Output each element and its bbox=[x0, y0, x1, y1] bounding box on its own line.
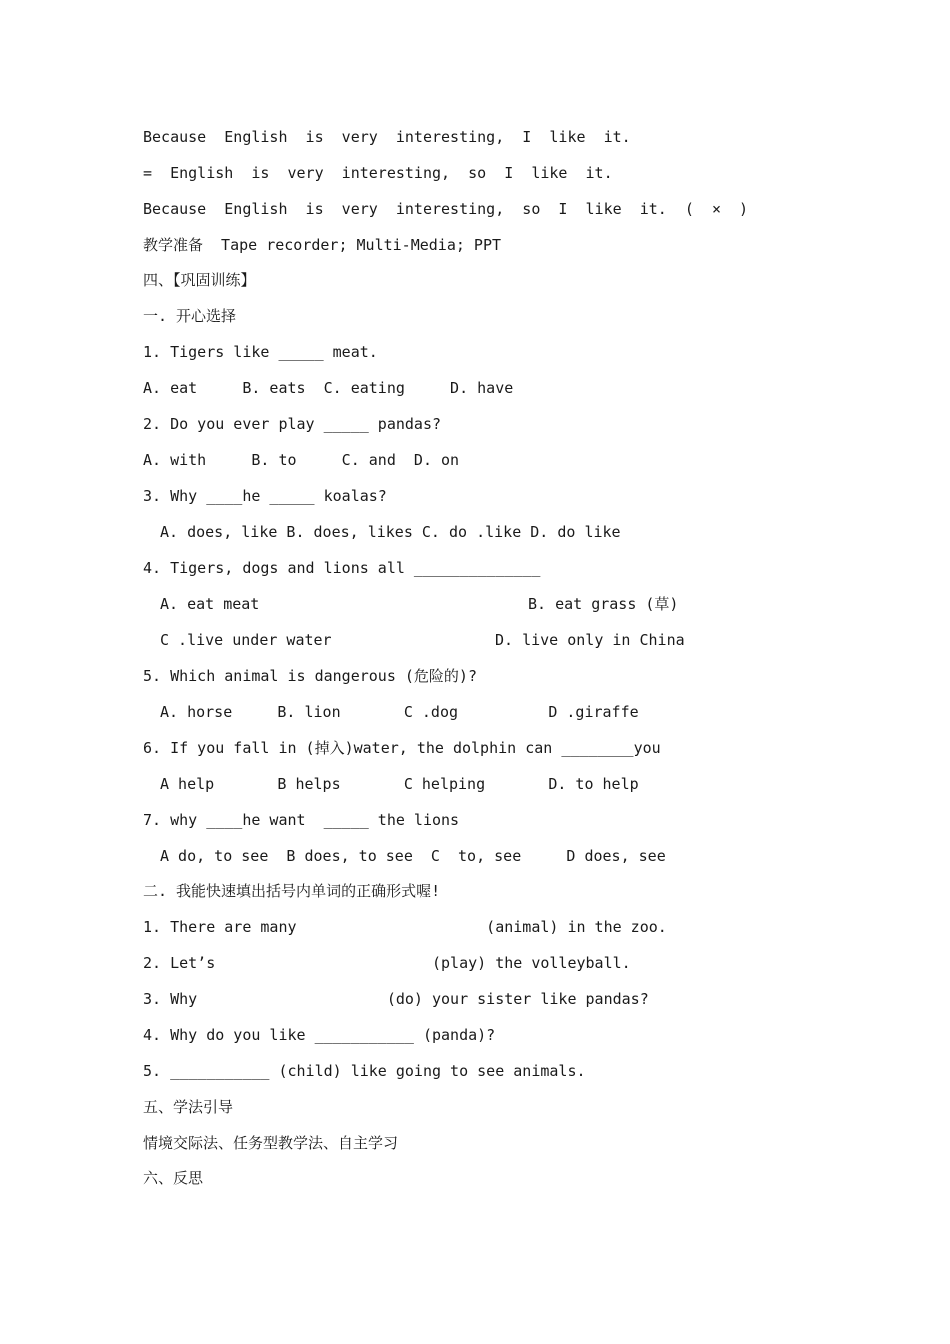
fill-blank-line: 2. Let’s (play) the volleyball. bbox=[143, 954, 631, 972]
fill-blank-line: 1. There are many (animal) in the zoo. bbox=[143, 918, 667, 936]
options-line: A. horse B. lion C .dog D .giraffe bbox=[160, 703, 639, 721]
question-line: 4. Tigers, dogs and lions all ______________ bbox=[143, 559, 541, 577]
section-heading: 四、【巩固训练】 bbox=[143, 271, 256, 289]
option-c: C .live under water bbox=[160, 631, 332, 649]
fill-blank-line: 4. Why do you like ___________ (panda)? bbox=[143, 1026, 496, 1044]
section-heading: 六、反思 bbox=[143, 1169, 204, 1187]
subsection-heading: 一. 开心选择 bbox=[143, 307, 237, 325]
section-heading: 五、学法引导 bbox=[143, 1098, 234, 1116]
options-line: A do, to see B does, to see C to, see D does, see bbox=[160, 847, 666, 865]
option-a: A. eat meat bbox=[160, 595, 260, 613]
option-b: B. eat grass (草) bbox=[528, 595, 679, 613]
text-line: Because English is very interesting, I like it. bbox=[143, 128, 631, 146]
question-line: 3. Why ____he _____ koalas? bbox=[143, 487, 387, 505]
subsection-heading: 二. 我能快速填出括号内单词的正确形式喔! bbox=[143, 882, 441, 900]
options-line: A. with B. to C. and D. on bbox=[143, 451, 460, 469]
fill-blank-line: 3. Why (do) your sister like pandas? bbox=[143, 990, 649, 1008]
question-line: 5. Which animal is dangerous (危险的)? bbox=[143, 667, 477, 685]
options-line: A. eat B. eats C. eating D. have bbox=[143, 379, 514, 397]
text-line: 教学准备 Tape recorder; Multi-Media; PPT bbox=[143, 236, 502, 254]
question-line: 2. Do you ever play _____ pandas? bbox=[143, 415, 442, 433]
text-line: Because English is very interesting, so I like it. ( × ) bbox=[143, 200, 749, 218]
fill-blank-line: 5. ___________ (child) like going to see animals. bbox=[143, 1062, 586, 1080]
option-d: D. live only in China bbox=[495, 631, 685, 649]
text-line: = English is very interesting, so I like it. bbox=[143, 164, 613, 182]
options-line: A. does, like B. does, likes C. do .like D. do like bbox=[160, 523, 621, 541]
text-line: 情境交际法、任务型教学法、自主学习 bbox=[143, 1134, 399, 1152]
options-line: A help B helps C helping D. to help bbox=[160, 775, 639, 793]
question-line: 7. why ____he want _____ the lions bbox=[143, 811, 460, 829]
question-line: 6. If you fall in (掉入)water, the dolphin can ________you bbox=[143, 739, 661, 757]
question-line: 1. Tigers like _____ meat. bbox=[143, 343, 378, 361]
